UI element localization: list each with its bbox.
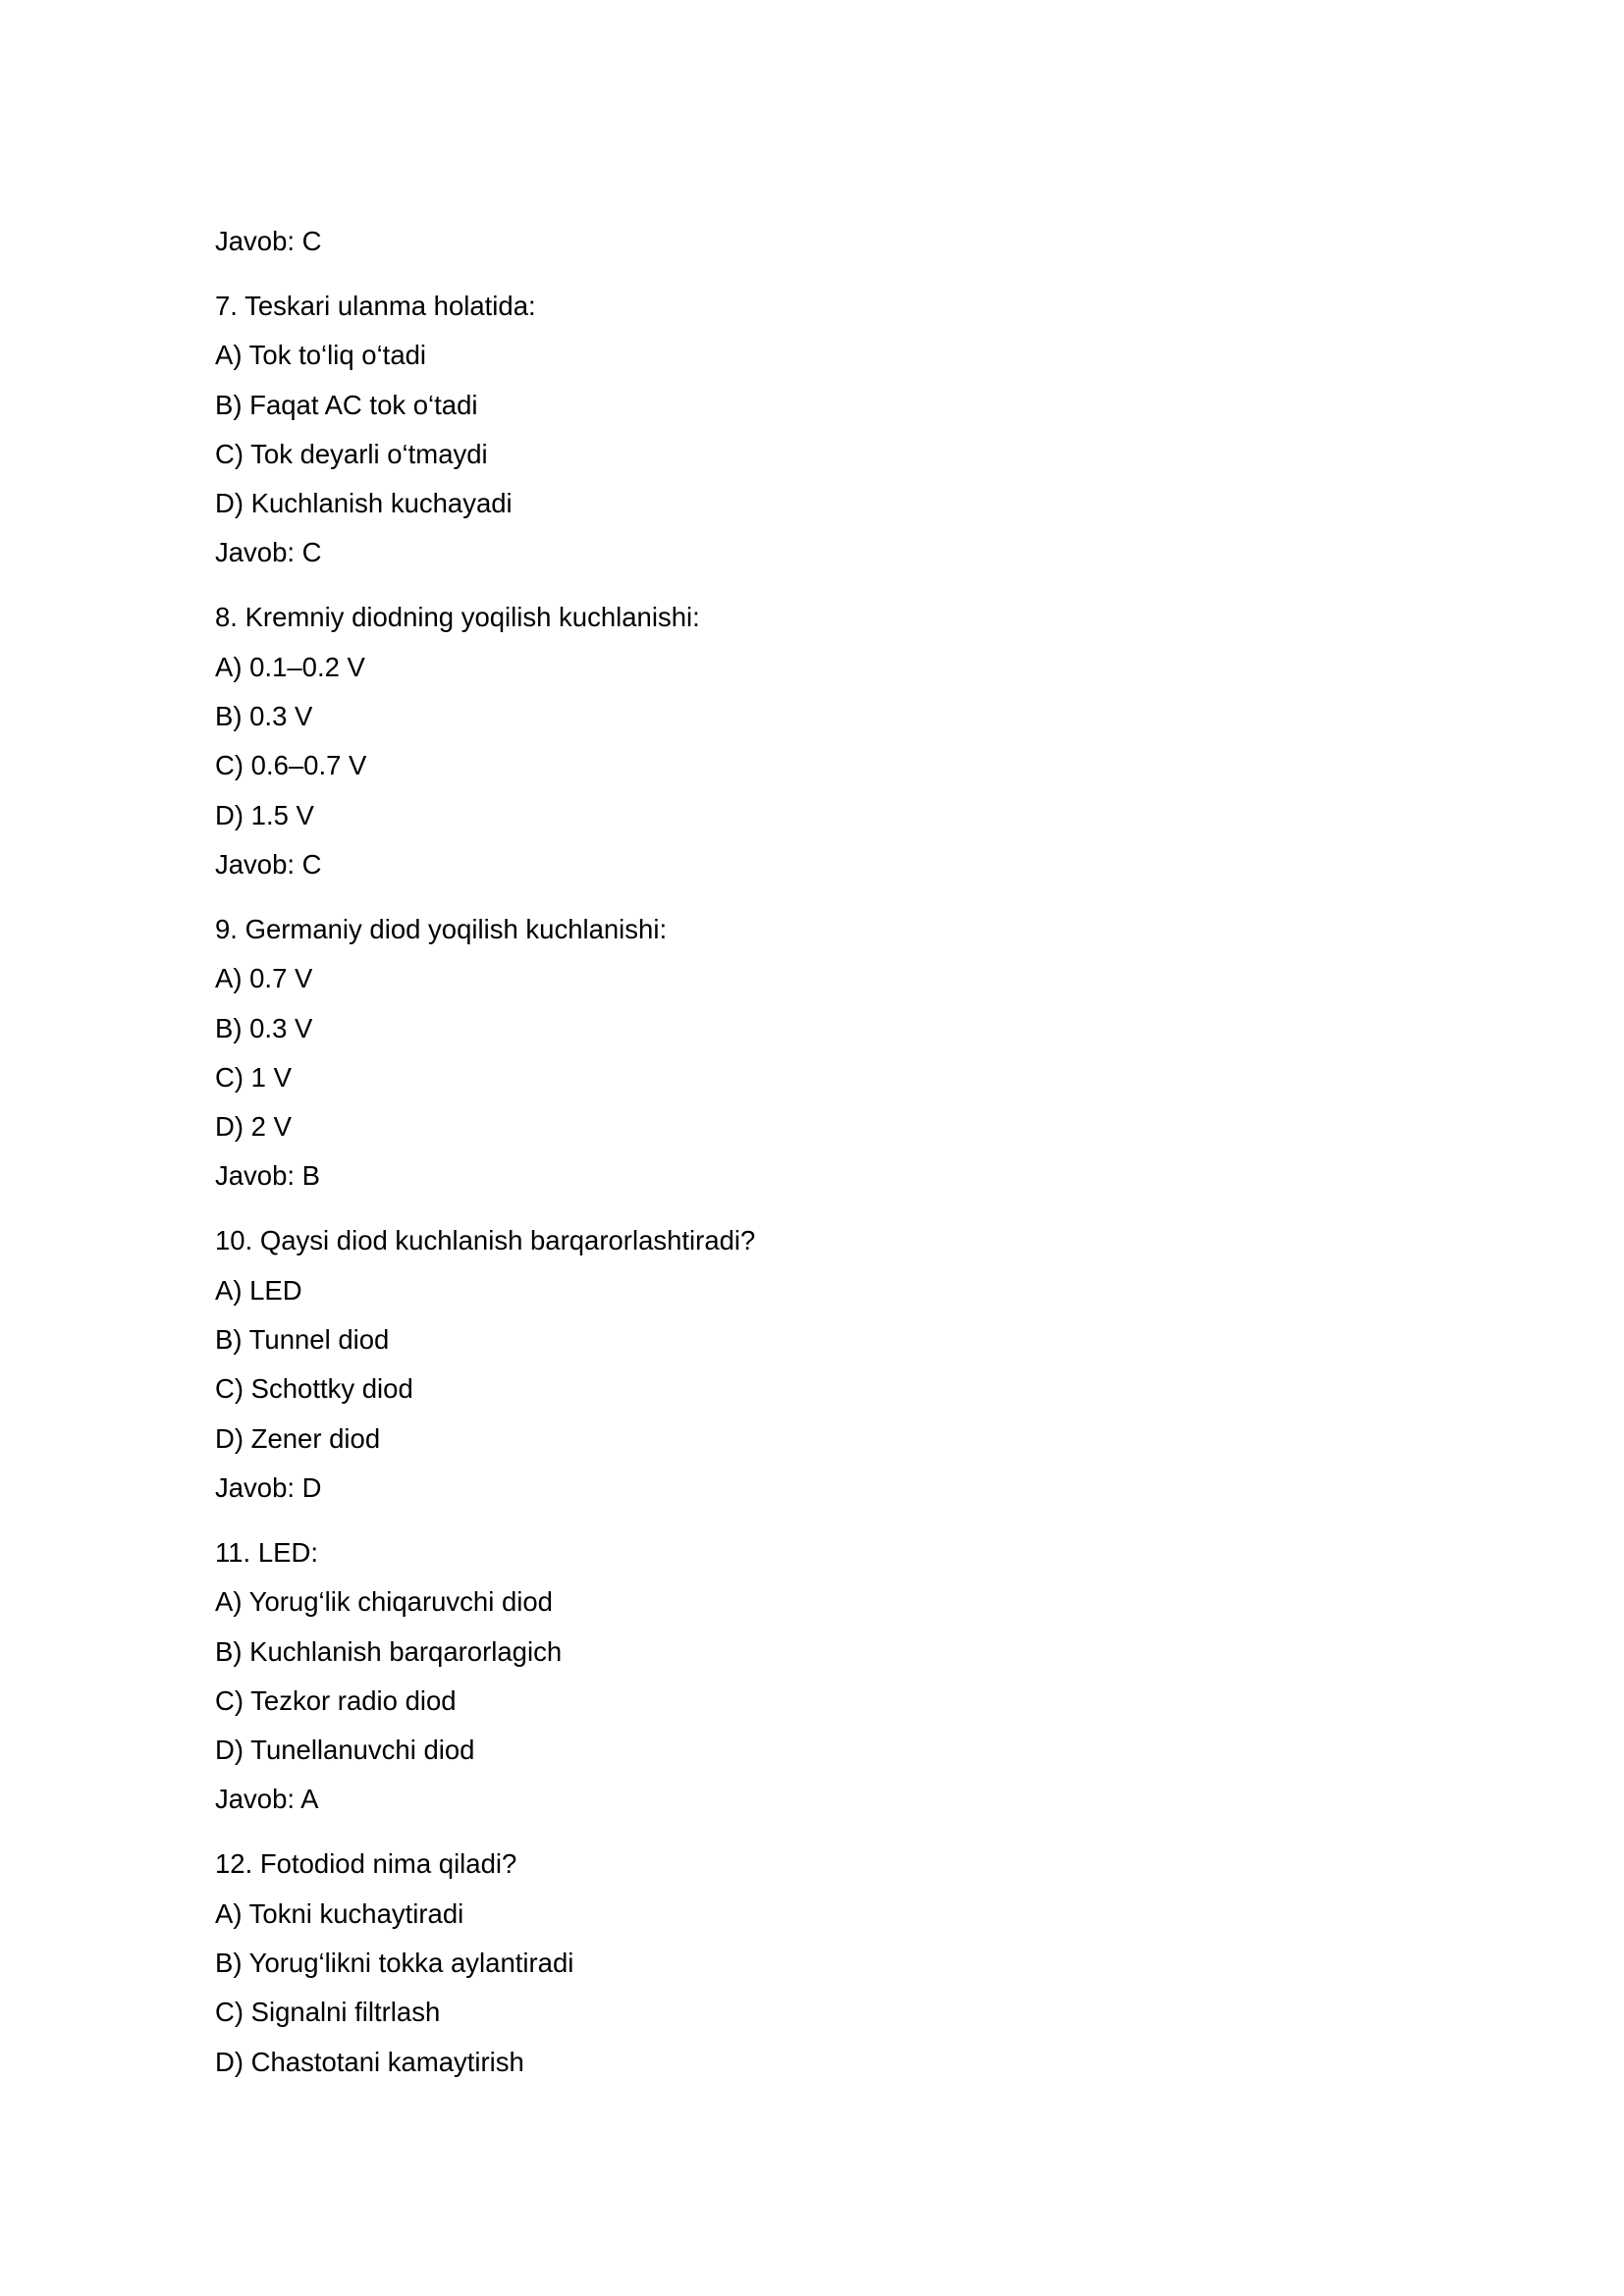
question-7: 7. Teskari ulanma holatida:: [215, 291, 536, 321]
q7-option-a: A) Tok to‘liq o‘tadi: [215, 340, 427, 371]
q11-option-c: C) Tezkor radio diod: [215, 1684, 457, 1716]
q8-answer: Javob: C: [215, 848, 322, 880]
q12-option-b: B) Yorug‘likni tokka aylantiradi: [215, 1948, 574, 1979]
q8-option-b: B) 0.3 V: [215, 701, 313, 732]
q9-option-c: C) 1 V: [215, 1061, 292, 1093]
q12-option-c: C) Signalni filtrlash: [215, 1997, 441, 2028]
q9-option-b: B) 0.3 V: [215, 1012, 313, 1043]
document-page: [215, 226, 1393, 2078]
question-8: 8. Kremniy diodning yoqilish kuchlanishi:: [215, 602, 700, 633]
q7-option-d: D) Kuchlanish kuchayadi: [215, 488, 513, 519]
question-9: 9. Germaniy diod yoqilish kuchlanishi:: [215, 913, 668, 944]
q7-option-c: C) Tok deyarli o‘tmaydi: [215, 438, 488, 469]
q8-option-c: C) 0.6–0.7 V: [215, 750, 367, 781]
question-12: 12. Fotodiod nima qiladi?: [215, 1848, 517, 1880]
q7-option-b: B) Faqat AC tok o‘tadi: [215, 389, 478, 420]
q10-option-c: C) Schottky diod: [215, 1373, 413, 1405]
q8-option-a: A) 0.1–0.2 V: [215, 651, 365, 682]
q8-option-d: D) 1.5 V: [215, 799, 314, 830]
q11-option-a: A) Yorug‘lik chiqaruvchi diod: [215, 1586, 553, 1618]
q9-option-d: D) 2 V: [215, 1111, 292, 1143]
q10-answer: Javob: D: [215, 1471, 322, 1503]
question-11: 11. LED:: [215, 1536, 318, 1568]
q12-option-a: A) Tokni kuchaytiradi: [215, 1897, 464, 1929]
q11-answer: Javob: A: [215, 1784, 319, 1815]
q10-option-d: D) Zener diod: [215, 1422, 381, 1454]
q7-answer: Javob: C: [215, 537, 322, 568]
q11-option-b: B) Kuchlanish barqarorlagich: [215, 1635, 563, 1667]
q9-answer: Javob: B: [215, 1160, 321, 1192]
previous-answer: Javob: C: [215, 226, 322, 256]
question-10: 10. Qaysi diod kuchlanish barqarorlashtiradi?: [215, 1225, 756, 1256]
q11-option-d: D) Tunellanuvchi diod: [215, 1735, 475, 1766]
q12-option-d: D) Chastotani kamaytirish: [215, 2046, 524, 2077]
q9-option-a: A) 0.7 V: [215, 963, 313, 994]
q10-option-b: B) Tunnel diod: [215, 1324, 390, 1356]
q10-option-a: A) LED: [215, 1274, 302, 1306]
